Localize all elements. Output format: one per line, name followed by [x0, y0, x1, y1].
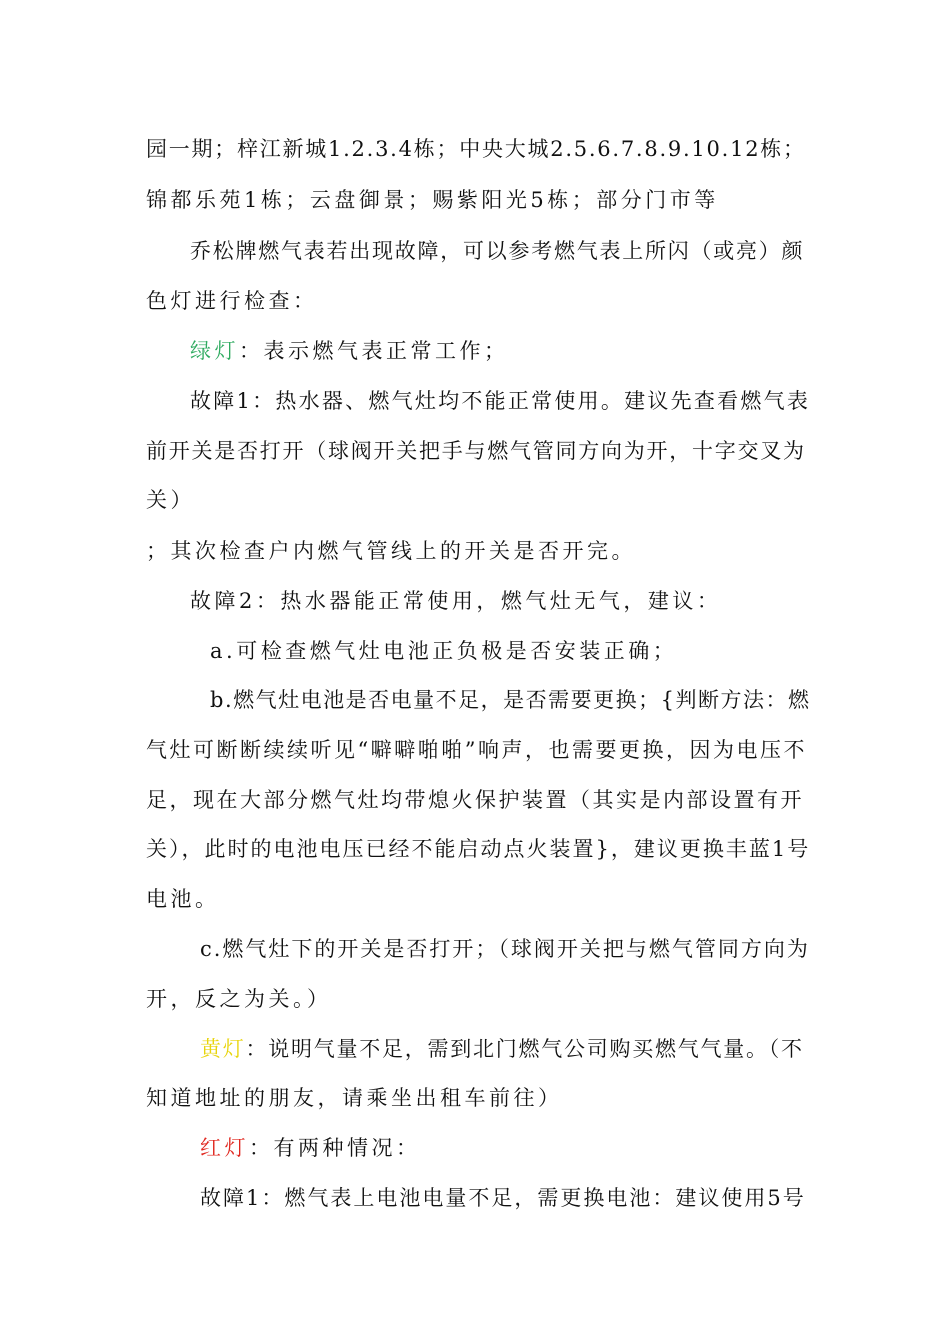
text-line: 关）: [146, 488, 195, 512]
text-line: 园一期；梓江新城1.2.3.4栋；中央大城2.5.6.7.8.9.10.12栋；: [146, 137, 806, 161]
red-light-label: 红灯: [200, 1136, 249, 1160]
text-line: ；其次检查户内燃气管线上的开关是否开完。: [146, 539, 636, 563]
text-line: b.燃气灶电池是否电量不足，是否需要更换；{判断方法：燃: [210, 688, 811, 712]
text-line: 气灶可断断续续听见“噼噼啪啪”响声，也需要更换，因为电压不: [146, 738, 807, 762]
text-line: 前开关是否打开（球阀开关把手与燃气管同方向为开，十字交叉为: [146, 439, 806, 463]
text-line: 知道地址的朋友，请乘坐出租车前往）: [146, 1086, 563, 1110]
text-line: 关），此时的电池电压已经不能启动点火装置}，建议更换丰蓝1号: [146, 837, 811, 861]
red-light-text: ：有两种情况：: [249, 1136, 421, 1160]
green-light-line: [190, 338, 509, 364]
text-line: 足，现在大部分燃气灶均带熄火保护装置（其实是内部设置有开: [146, 788, 804, 812]
green-light-label: 绿灯: [190, 339, 239, 363]
text-line: 电池。: [146, 887, 220, 911]
text-line: 乔松牌燃气表若出现故障，可以参考燃气表上所闪（或亮）颜: [190, 239, 805, 263]
text-line: 故障1：热水器、燃气灶均不能正常使用。建议先查看燃气表: [190, 389, 811, 413]
text-line: 故障2：热水器能正常使用，燃气灶无气，建议：: [190, 589, 722, 613]
yellow-light-text: ：说明气量不足，需到北门燃气公司购买燃气气量。（不: [245, 1037, 804, 1061]
text-line: c.燃气灶下的开关是否打开；（球阀开关把与燃气管同方向为: [200, 937, 810, 961]
text-line: 锦都乐苑1栋；云盘御景；赐紫阳光5栋；部分门市等: [146, 188, 719, 212]
green-light-text: ：表示燃气表正常工作；: [239, 339, 509, 363]
text-line: a.可检查燃气灶电池正负极是否安装正确；: [210, 639, 678, 663]
text-line: 开，反之为关。）: [146, 987, 332, 1011]
text-line: 色灯进行检查：: [146, 289, 318, 313]
text-line: 故障1：燃气表上电池电量不足，需更换电池：建议使用5号: [200, 1186, 806, 1210]
yellow-light-label: 黄灯: [200, 1037, 246, 1061]
yellow-light-line: [200, 1036, 804, 1062]
red-light-line: [200, 1135, 421, 1161]
